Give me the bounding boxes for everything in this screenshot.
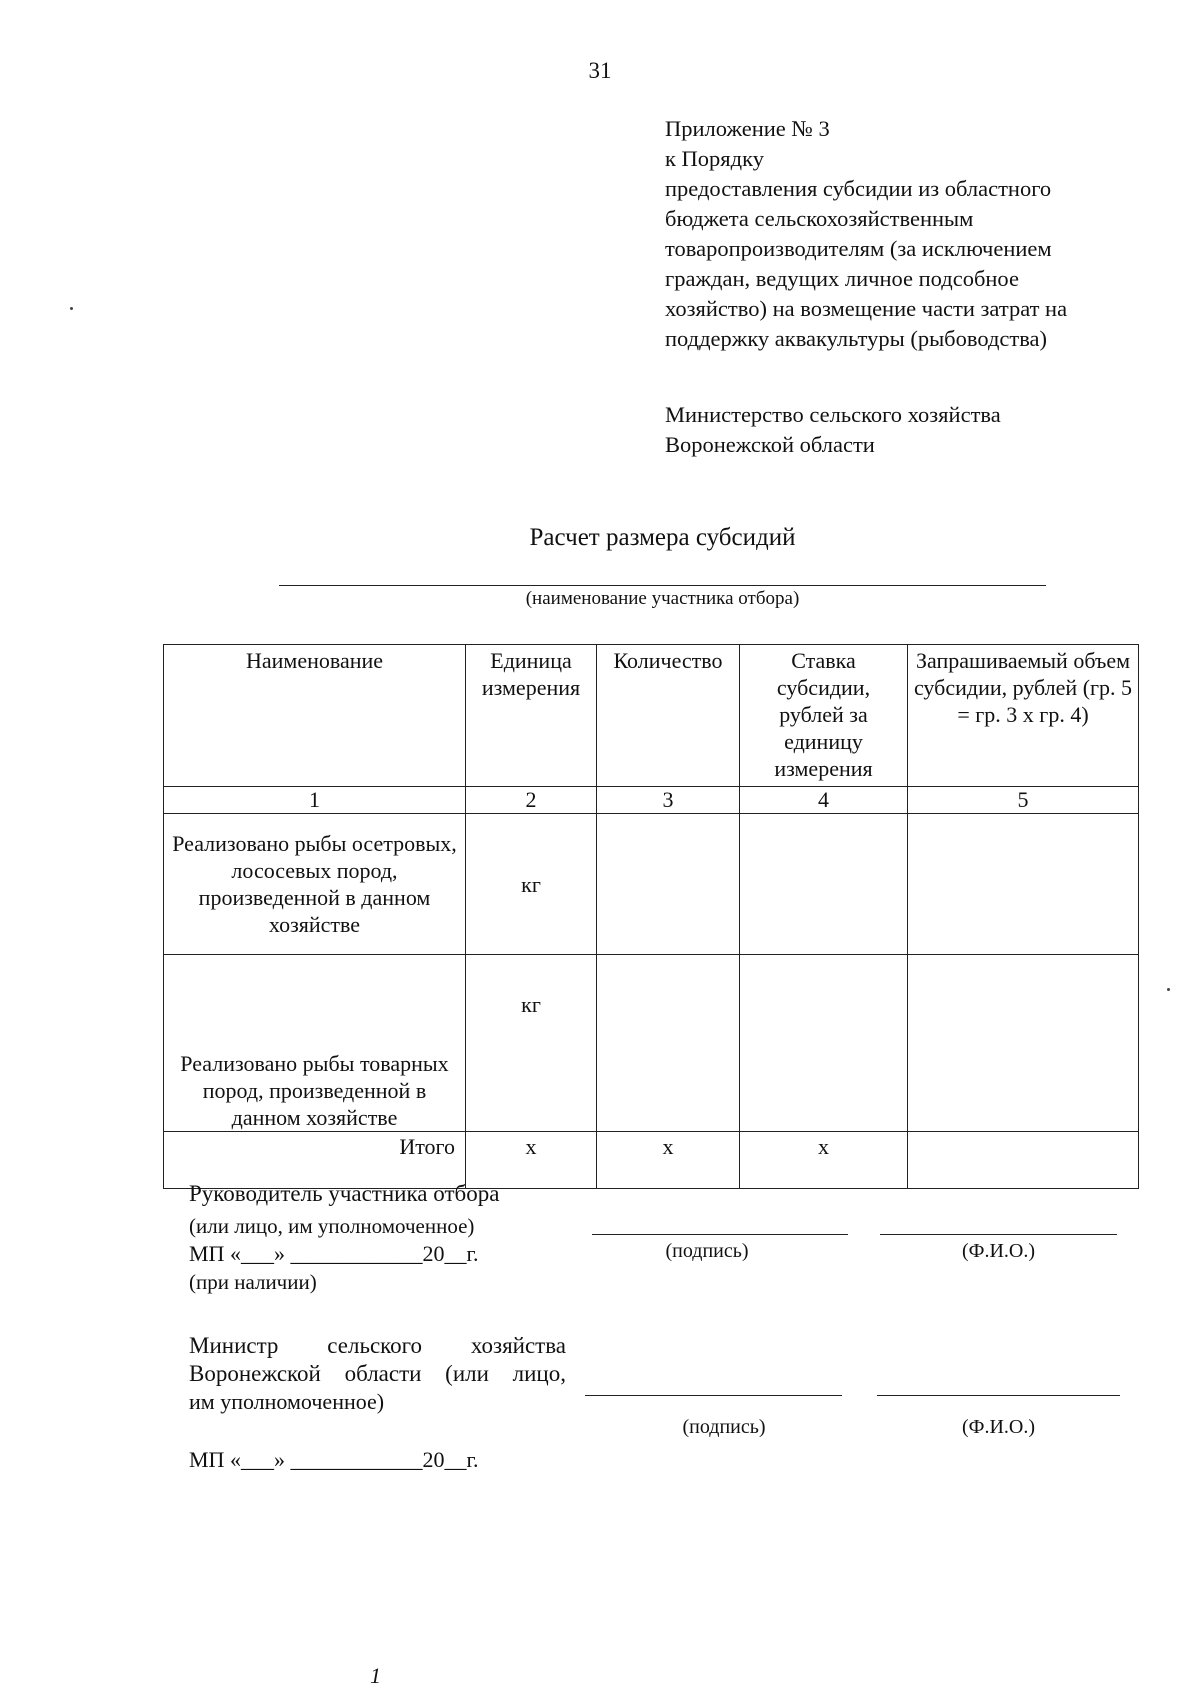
minister-title: Министр сельского хозяйства (189, 1333, 566, 1358)
addressee-line: Воронежской области (665, 432, 875, 457)
table-header-row (164, 645, 1139, 787)
column-number: 4 (740, 787, 908, 814)
column-number: 5 (908, 787, 1139, 814)
signature-caption: (подпись) (665, 1240, 749, 1262)
row-name: Реализовано рыбы осетровых, лососевых пород, произведенной в данном хозяйстве (164, 814, 466, 955)
page-number: 31 (588, 58, 612, 83)
row-quantity[interactable] (597, 814, 740, 955)
row-rate[interactable] (740, 955, 908, 1132)
scan-speck (1167, 988, 1170, 991)
column-number: 1 (164, 787, 466, 814)
header-rate: Ставка субсидии, рублей за единицу измерения (740, 645, 908, 787)
signature-line (592, 1234, 848, 1235)
addressee (665, 400, 1001, 460)
stamp-note: (при наличии) (189, 1270, 317, 1294)
full-name-line (880, 1234, 1117, 1235)
header-amount: Запрашиваемый объем субсидии, рублей (гр. 5 = гр. 3 х гр. 4) (908, 645, 1139, 787)
scan-speck (70, 307, 73, 310)
signatory-subtitle: (или лицо, им уполномоченное) (189, 1214, 475, 1238)
document-title: Расчет размера субсидий (529, 524, 796, 551)
appendix-line: товаропроизводителям (за исключением (665, 236, 1052, 261)
appendix-line: граждан, ведущих личное подсобное (665, 266, 1019, 291)
column-number: 2 (466, 787, 597, 814)
total-label: Итого (164, 1132, 466, 1189)
minister-title: Воронежской области (или лицо, (189, 1361, 566, 1386)
row-name: Реализовано рыбы товарных пород, произведенной в данном хозяйстве (164, 955, 466, 1132)
row-rate[interactable] (740, 814, 908, 955)
signature-caption: (подпись) (682, 1416, 766, 1438)
appendix-line: хозяйство) на возмещение части затрат на (665, 296, 1068, 321)
subsidy-calculation-table (163, 644, 1139, 1189)
signatory-title: Руководитель участника отбора (189, 1181, 500, 1206)
row-quantity[interactable] (597, 955, 740, 1132)
column-number-row (164, 787, 1139, 814)
total-quantity: х (597, 1132, 740, 1189)
stamp-date-line: МП «___» ____________20__г. (189, 1447, 479, 1472)
appendix-reference (665, 114, 1145, 354)
total-amount[interactable] (908, 1132, 1139, 1189)
row-unit: кг (466, 814, 597, 955)
appendix-line: предоставления субсидии из областного (665, 176, 1052, 201)
participant-name-hint: (наименование участника отбора) (525, 588, 800, 609)
total-unit: х (466, 1132, 597, 1189)
participant-name-line (279, 585, 1046, 586)
full-name-caption: (Ф.И.О.) (961, 1240, 1035, 1262)
minister-subtitle: им уполномоченное) (189, 1389, 385, 1414)
header-unit: Единица измерения (466, 645, 597, 787)
handwritten-mark: 1 (370, 1663, 381, 1688)
signature-line (585, 1395, 842, 1396)
full-name-line (877, 1395, 1120, 1396)
appendix-line: бюджета сельскохозяйственным (665, 206, 974, 231)
row-unit: кг (466, 955, 597, 1132)
row-amount[interactable] (908, 955, 1139, 1132)
table-row (164, 955, 1139, 1132)
total-rate: х (740, 1132, 908, 1189)
row-amount[interactable] (908, 814, 1139, 955)
stamp-date-line: МП «___» ____________20__г. (189, 1241, 479, 1266)
addressee-line: Министерство сельского хозяйства (665, 402, 1001, 427)
header-name: Наименование (164, 645, 466, 787)
full-name-caption: (Ф.И.О.) (961, 1416, 1035, 1438)
appendix-line: к Порядку (665, 146, 764, 171)
appendix-line: поддержку аквакультуры (рыбоводства) (665, 326, 1048, 351)
appendix-line: Приложение № 3 (665, 116, 830, 141)
header-quantity: Количество (597, 645, 740, 787)
table-row (164, 814, 1139, 955)
column-number: 3 (597, 787, 740, 814)
